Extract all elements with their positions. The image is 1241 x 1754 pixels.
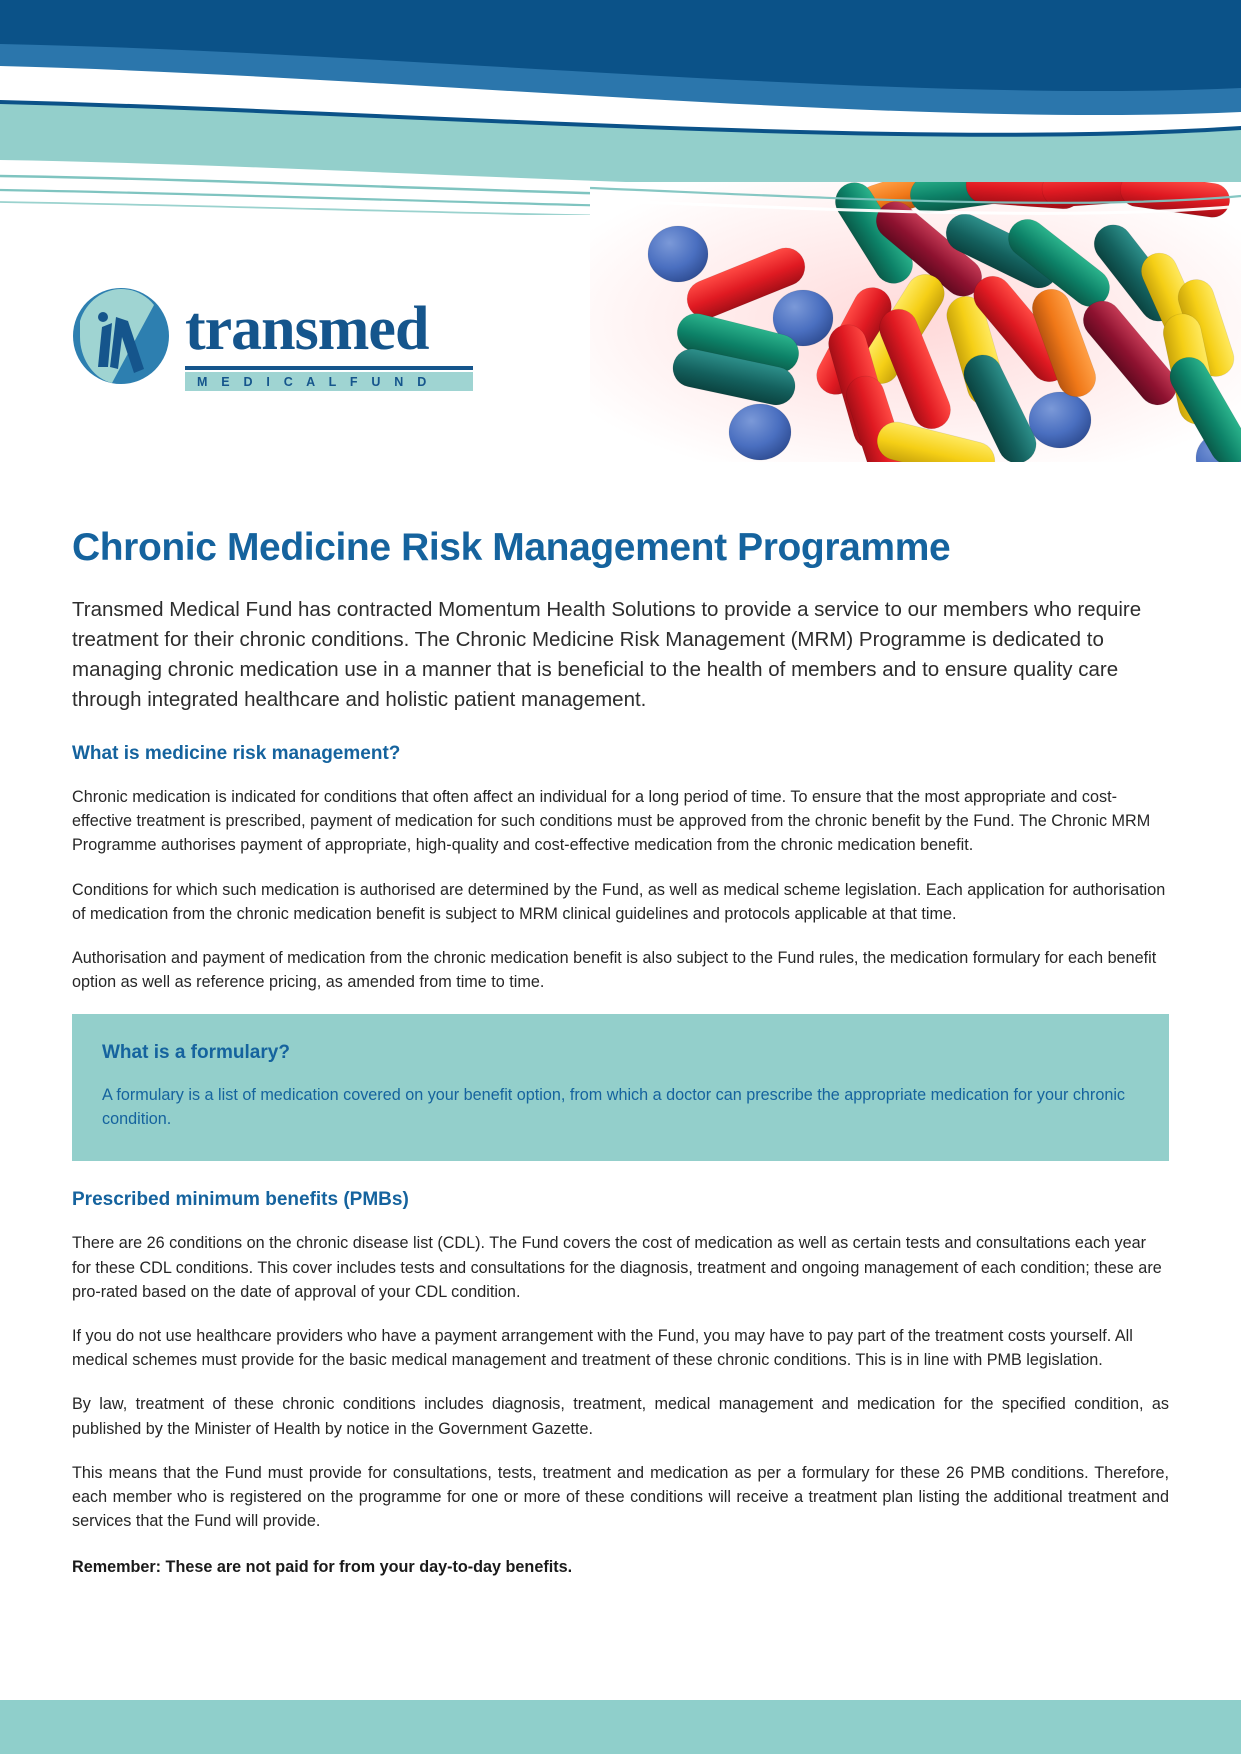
- page-title: Chronic Medicine Risk Management Programme: [72, 526, 951, 569]
- pills-photo: [590, 182, 1241, 462]
- lead-paragraph: Transmed Medical Fund has contracted Momentum Health Solutions to provide a service to our members who require treatment for their chronic conditions. The Chronic Medicine Risk Management (MRM) Programme is dedicated to managing chronic medication use in a manner that is beneficial to the health of members and to ensure quality care through integrated healthcare and holistic patient management.: [72, 598, 1142, 711]
- capsules-illustration: [590, 182, 1241, 462]
- footer-teal-band: [0, 1700, 1241, 1754]
- circular-m-monogram-icon: [72, 287, 170, 385]
- paragraph: Chronic medication is indicated for conditions that often affect an individual for a long period of time. To ensure that the most appropriate and cost-effective treatment is prescribed, payment of medication for such conditions must be approved from the chronic benefit by the Fund. The Chronic MRM Programme authorises payment of appropriate, high-quality and cost-effective medication from the chronic medication benefit.: [72, 788, 1151, 855]
- paragraph: If you do not use healthcare providers who have a payment arrangement with the Fund, you may have to pay part of the treatment costs yourself. All medical schemes must provide for the basic medical management and treatment of these chronic conditions. This is in line with PMB legislation.: [72, 1327, 1133, 1370]
- logo-divider-rule: [185, 366, 473, 370]
- callout-body-text: A formulary is a list of medication covered on your benefit option, from which a doctor can prescribe the appropriate medication for your chronic condition.: [102, 1086, 1126, 1129]
- formulary-callout-box: [72, 1014, 1169, 1161]
- section-heading-prescribed-minimum-benefits: Prescribed minimum benefits (PMBs): [72, 1189, 409, 1211]
- paragraph: Conditions for which such medication is authorised are determined by the Fund, as well as medical scheme legislation. Each application for authorisation of medication from the chronic medication benefit is subject to MRM clinical guidelines and protocols applicable at that time.: [72, 880, 1166, 923]
- remember-note: Remember: These are not paid for from your day-to-day benefits.: [72, 1558, 573, 1577]
- logo-subtitle-band: [185, 372, 473, 391]
- paragraph: This means that the Fund must provide for consultations, tests, treatment and medication as per a formulary for these 26 PMB conditions. Therefore, each member who is registered on the programme for one or more of these conditions will receive a treatment plan listing the additional treatment and services that the Fund will provide.: [72, 1463, 1169, 1531]
- document-body: [72, 525, 1169, 1580]
- paragraph: By law, treatment of these chronic conditions includes diagnosis, treatment, medical management and medication for the specified condition, as published by the Minister of Health by notice in the Government Gazette.: [72, 1395, 1169, 1438]
- transmed-wordmark-text: transmed: [185, 295, 429, 363]
- paragraph: There are 26 conditions on the chronic disease list (CDL). The Fund covers the cost of medication as well as certain tests and consultations each year for these CDL conditions. This cover includes tests and consultations for the diagnosis, treatment and ongoing management of each condition; these are pro-rated based on the date of approval of your CDL condition.: [72, 1234, 1162, 1301]
- transmed-logo-mark: [72, 287, 170, 385]
- section-heading-medicine-risk-management: What is medicine risk management?: [72, 743, 401, 764]
- transmed-wordmark: [185, 295, 485, 364]
- transmed-logo: [72, 282, 492, 392]
- callout-heading: What is a formulary?: [102, 1042, 290, 1064]
- paragraph: Authorisation and payment of medication from the chronic medication benefit is also subject to the Fund rules, the medication formulary for each benefit option as well as reference pricing, as amended from time to time.: [72, 949, 1157, 992]
- logo-subtitle-text: M E D I C A L F U N D: [197, 374, 432, 389]
